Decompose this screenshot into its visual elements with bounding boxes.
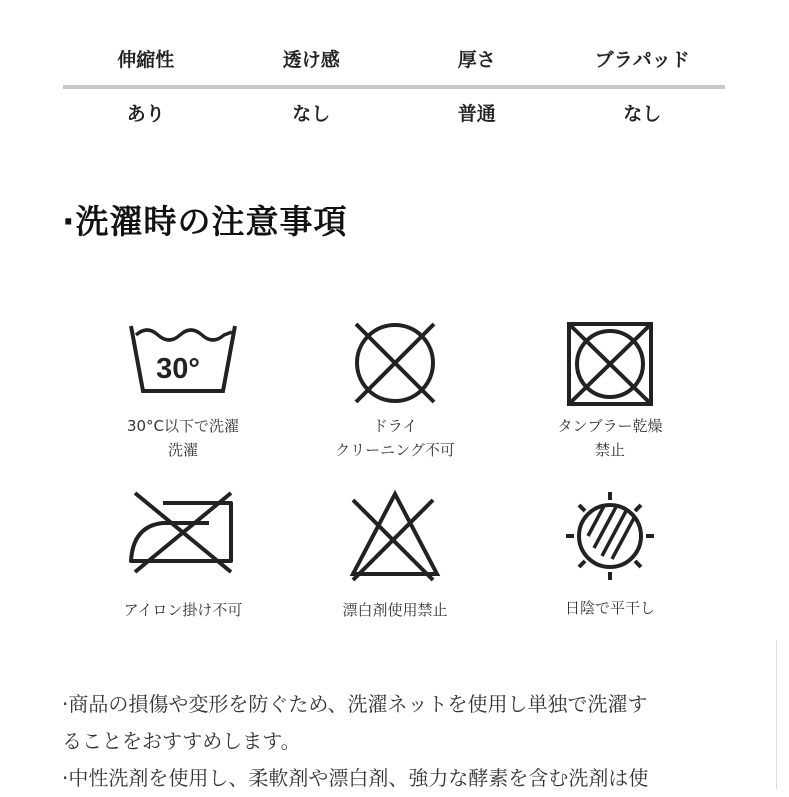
care-label-line: ドライ [372, 417, 418, 435]
edge-divider [776, 640, 777, 789]
care-item-dry-clean [280, 318, 510, 462]
care-label-wash [68, 414, 298, 462]
care-label-line: 日陰で平干し [564, 599, 655, 617]
note-line: ることをおすすめします。 [62, 729, 301, 753]
care-label-line: 30°C以下で洗濯 [126, 417, 240, 435]
spec-header-bra-pad: ブラパッド [594, 49, 690, 71]
spec-value-stretch: あり [126, 103, 165, 125]
no-iron-icon [123, 488, 243, 578]
spec-value-row [63, 89, 725, 139]
care-label-bleach [280, 598, 510, 622]
spec-header-sheerness: 透け感 [282, 49, 340, 71]
care-label-line: タンブラー乾燥 [557, 417, 663, 435]
spec-header-row [63, 40, 725, 85]
note-line: ·中性洗剤を使用し、柔軟剤や漂白剤、強力な酵素を含む洗剤は使 [62, 766, 649, 790]
no-tumble-dry-icon [565, 318, 655, 408]
spec-value-bra-pad: なし [623, 103, 662, 125]
care-label-line: 禁止 [594, 441, 625, 459]
spec-header-thickness: 厚さ [457, 49, 496, 71]
care-label-flat-dry [495, 596, 725, 620]
section-title: ·洗濯時の注意事項 [62, 202, 348, 241]
care-item-bleach [280, 488, 510, 622]
care-label-line: クリーニング不可 [335, 441, 455, 459]
care-item-tumble [495, 318, 725, 462]
spec-value-thickness: 普通 [457, 103, 496, 125]
care-label-line: アイロン掛け不可 [123, 601, 243, 619]
care-label-tumble [495, 414, 725, 462]
care-item-wash [68, 318, 298, 462]
wash-temp-label: 30° [156, 353, 200, 385]
no-dry-clean-icon [350, 318, 440, 408]
care-label-line: 漂白剤使用禁止 [342, 601, 448, 619]
care-label-dry-clean [280, 414, 510, 462]
care-notes [62, 686, 732, 797]
wash-30-icon [128, 318, 238, 398]
care-item-iron [68, 488, 298, 622]
shade-flat-dry-icon [560, 488, 660, 588]
spec-value-sheerness: なし [292, 103, 331, 125]
no-bleach-icon [345, 488, 445, 583]
care-label-line: 洗濯 [167, 441, 198, 459]
spec-table [63, 40, 725, 139]
care-label-iron [68, 598, 298, 622]
note-line: ·商品の損傷や変形を防ぐため、洗濯ネットを使用し単独で洗濯す [62, 692, 648, 716]
care-item-flat-dry [495, 488, 725, 620]
spec-header-stretch: 伸縮性 [117, 49, 175, 71]
